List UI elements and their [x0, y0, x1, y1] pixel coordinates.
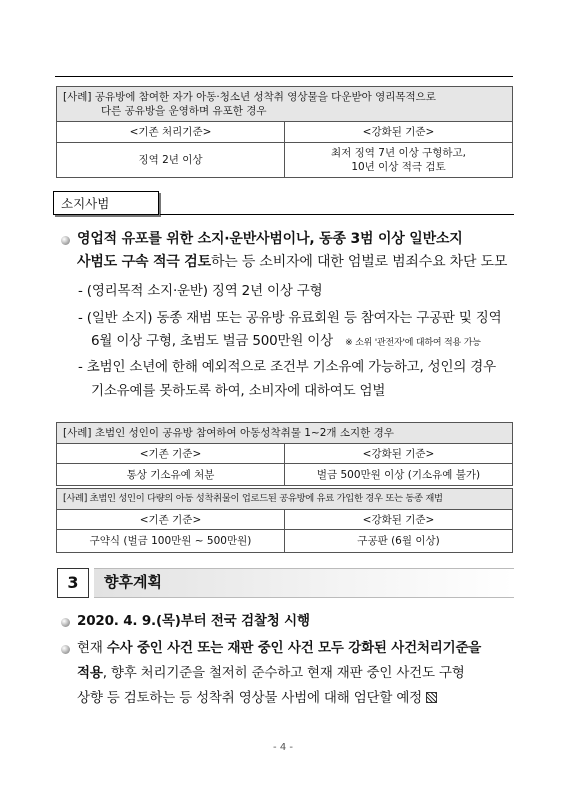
case3-new-value: 구공판 (6월 이상)	[285, 530, 513, 553]
dash-item-text: (영리목적 소지·운반) 징역 2년 이상 구형	[86, 283, 323, 299]
case2-header-new: <강화된 기준>	[285, 444, 513, 464]
dash-item: - (영리목적 소지·운반) 징역 2년 이상 구형	[78, 283, 323, 299]
dash-item: - (일반 소지) 동종 재범 또는 공유방 유료회원 등 참여자는 구공판 및 징역	[78, 310, 502, 326]
bullet1-line2-bold: 사범도 구속 적극 검토	[77, 254, 211, 270]
case2-new-value: 벌금 500만원 이상 (기소유예 불가)	[285, 464, 513, 486]
case1-new-value-line1: 최저 징역 7년 이상 구형하고,	[331, 147, 466, 159]
page-number: - 4 -	[273, 742, 293, 753]
bullet-icon	[61, 618, 70, 627]
dash-item-text: 초범인 소년에 한해 예외적으로 조건부 기소유예 가능하고, 성인의 경우	[86, 359, 496, 375]
plan2-line2	[77, 662, 465, 685]
dash-item-text: 6월 이상 구형, 초범도 벌금 500만원 이상	[91, 333, 333, 349]
plan2-line2-bold: 적용	[77, 665, 103, 681]
dash-item-continued	[91, 380, 385, 403]
case3-caption: [사례] 초범인 성인이 다량의 아동 성착취물이 업로드된 공유방에 유료 가입한 경우 또는 동종 재범	[57, 489, 513, 510]
plan2-line1-bold: 수사 중인 사건 또는 재판 중인 사건 모두 강화된 사건처리기준을	[106, 640, 482, 656]
section-heading: 소지사범	[53, 191, 159, 215]
case1-table	[56, 86, 513, 178]
case1-new-value-line2: 10년 이상 적극 검토	[351, 161, 446, 173]
case1-header-old: <기존 처리기준>	[57, 122, 285, 143]
case1-old-value: 징역 2년 이상	[57, 143, 285, 178]
case3-old-value: 구약식 (벌금 100만원 ~ 500만원)	[57, 530, 285, 553]
bullet-icon	[61, 645, 70, 654]
case3-header-old: <기존 기준>	[57, 510, 285, 530]
plan1-text: 2020. 4. 9.(목)부터 전국 검찰청 시행	[77, 613, 310, 629]
bullet-icon	[61, 236, 70, 245]
case2-caption: [사례] 초범인 성인이 공유방 참여하여 아동성착취물 1~2개 소지한 경우	[57, 423, 513, 444]
case3-header-new: <강화된 기준>	[285, 510, 513, 530]
case1-new-value	[285, 143, 513, 178]
dash-item-note: ※ 소위 '관전자'에 대하여 적용 가능	[345, 338, 481, 348]
case1-caption-line1: [사례] 공유방에 참여한 자가 아동·청소년 성착취 영상물을 다운받아 영리목적으로	[63, 91, 436, 103]
section3-title: 향후계획	[104, 573, 162, 591]
dash-item-text: 기소유예를 못하도록 하여, 소비자에 대하여도 엄벌	[91, 383, 386, 399]
case2-old-value: 통상 기소유예 처분	[57, 464, 285, 486]
plan2-line3	[77, 687, 437, 710]
section-heading-rule	[160, 214, 514, 215]
plan2-line1-pre: 현재	[77, 640, 107, 656]
plan2-line1	[77, 637, 481, 660]
top-rule	[55, 76, 513, 77]
dash-item-continued	[91, 330, 481, 355]
bullet1-line1: 영업적 유포를 위한 소지·운반사범이나, 동종 3범 이상 일반소지	[77, 231, 463, 247]
plan2-line3-text: 상향 등 검토하는 등 성착취 영상물 사범에 대해 엄단할 예정	[77, 690, 423, 706]
section3-number: 3	[57, 568, 89, 598]
end-mark-icon	[426, 692, 437, 703]
bullet1-line2-rest: 하는 등 소비자에 대한 엄벌로 범죄수요 차단 도모	[210, 254, 508, 270]
case1-caption-line2: 다른 공유방을 운영하며 유포한 경우	[101, 105, 267, 117]
case2-header-old: <기존 기준>	[57, 444, 285, 464]
case1-header-new: <강화된 기준>	[285, 122, 513, 143]
dash-item: - 초범인 소년에 한해 예외적으로 조건부 기소유예 가능하고, 성인의 경우	[78, 359, 496, 375]
dash-item-text: (일반 소지) 동종 재범 또는 공유방 유료회원 등 참여자는 구공판 및 징역	[86, 310, 502, 326]
case2-table	[56, 422, 513, 486]
case3-table	[56, 488, 513, 553]
plan2-line2-rest: , 향후 처리기준을 철저히 준수하고 현재 재판 중인 사건도 구형	[102, 665, 465, 681]
case1-caption	[57, 87, 513, 122]
bullet1-line2	[77, 251, 507, 274]
